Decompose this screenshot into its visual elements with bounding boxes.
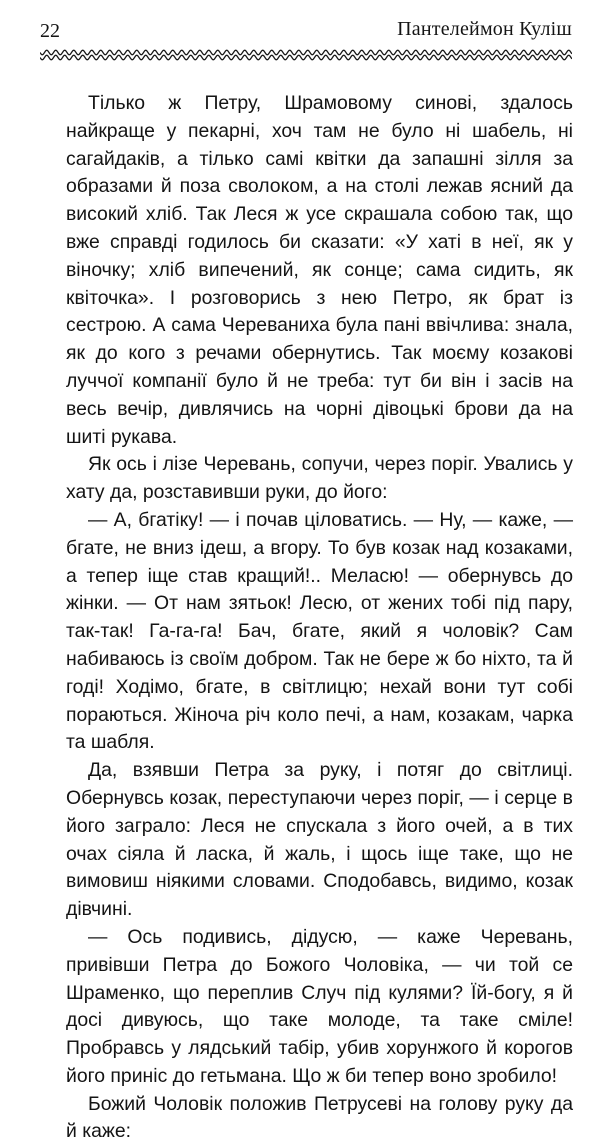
body-text <box>66 90 573 1146</box>
paragraph-5: — Ось подивись, дідусю, — каже Черевань, привівши Петра до Божого Чоловіка, — чи той се Шраменко, що переплив Случ під кулями? Їй-богу, я й досі дивуюсь, що таке молоде, та таке сміле! Пробравсь у лядський табір, убив хорунжого й корогов його приніс до гетьмана. Що ж би тепер воно зробило! <box>66 925 573 1087</box>
page-number: 22 <box>40 20 60 42</box>
paragraph-3: — А, бгатіку! — і почав ціловатись. — Ну, — каже, — бгате, не вниз ідеш, а вгору. То був козак над козаками, а тепер іще став кращий!.. Меласю! — обернувсь до жінки. — От нам зятьок! Лесю, от жених тобі під пару, так-так! Га-га-га! Бач, бгате, який я чоловік? Сам набиваюсь із своїм добром. Так не бере ж бо ніхто, та й годі! Ходімо, бгате, в світлицю; нехай вони тут собі пораються. Жіноча річ коло печі, а нам, козакам, чарка та шабля. <box>66 508 573 754</box>
paragraph-2: Як ось і лізе Черевань, сопучи, через поріг. Увались у хату да, розставивши руки, до його: <box>66 453 573 504</box>
paragraph-4: Да, взявши Петра за руку, і потяг до світлиці. Обернувсь козак, переступаючи через поріг, — і серце в його заграло: Леся не спускала з його очей, а в тих очах сіяла й ласка, й жаль, і щось іще таке, що не вимовиш ніякими словами. Сподобавсь, видимо, козак дівчині. <box>66 759 573 921</box>
running-head-author: Пантелеймон Куліш <box>397 18 572 40</box>
paragraph-1: Тілько ж Петру, Шрамовому синові, здалось найкраще у пекарні, хоч там не було ні шабель, ні сагайдаків, а тілько самі квітки да запашні зілля за образами й поза сволоком, а на столі лежав ясний да високий хліб. Так Леся ж усе скрашала собою так, що вже справді годилось би сказати: «У хаті в неї, як у віночку; хліб випечений, як сонце; сама сидить, як квіточка». І розговорись з нею Петро, як брат із сестрою. А сама Череваниха була пані ввічлива: знала, як до кого з речами обернутись. Так моєму козакові луччої компанії було й не треба: тут би він і засів на весь вечір, дивлячись на чорні дівоцькі брови да на шиті рукава. <box>66 92 573 448</box>
wavy-header-rule <box>40 48 572 62</box>
paragraph-6: Божий Чоловік положив Петрусеві на голову руку да й каже: <box>66 1092 573 1143</box>
page-header <box>40 14 572 44</box>
